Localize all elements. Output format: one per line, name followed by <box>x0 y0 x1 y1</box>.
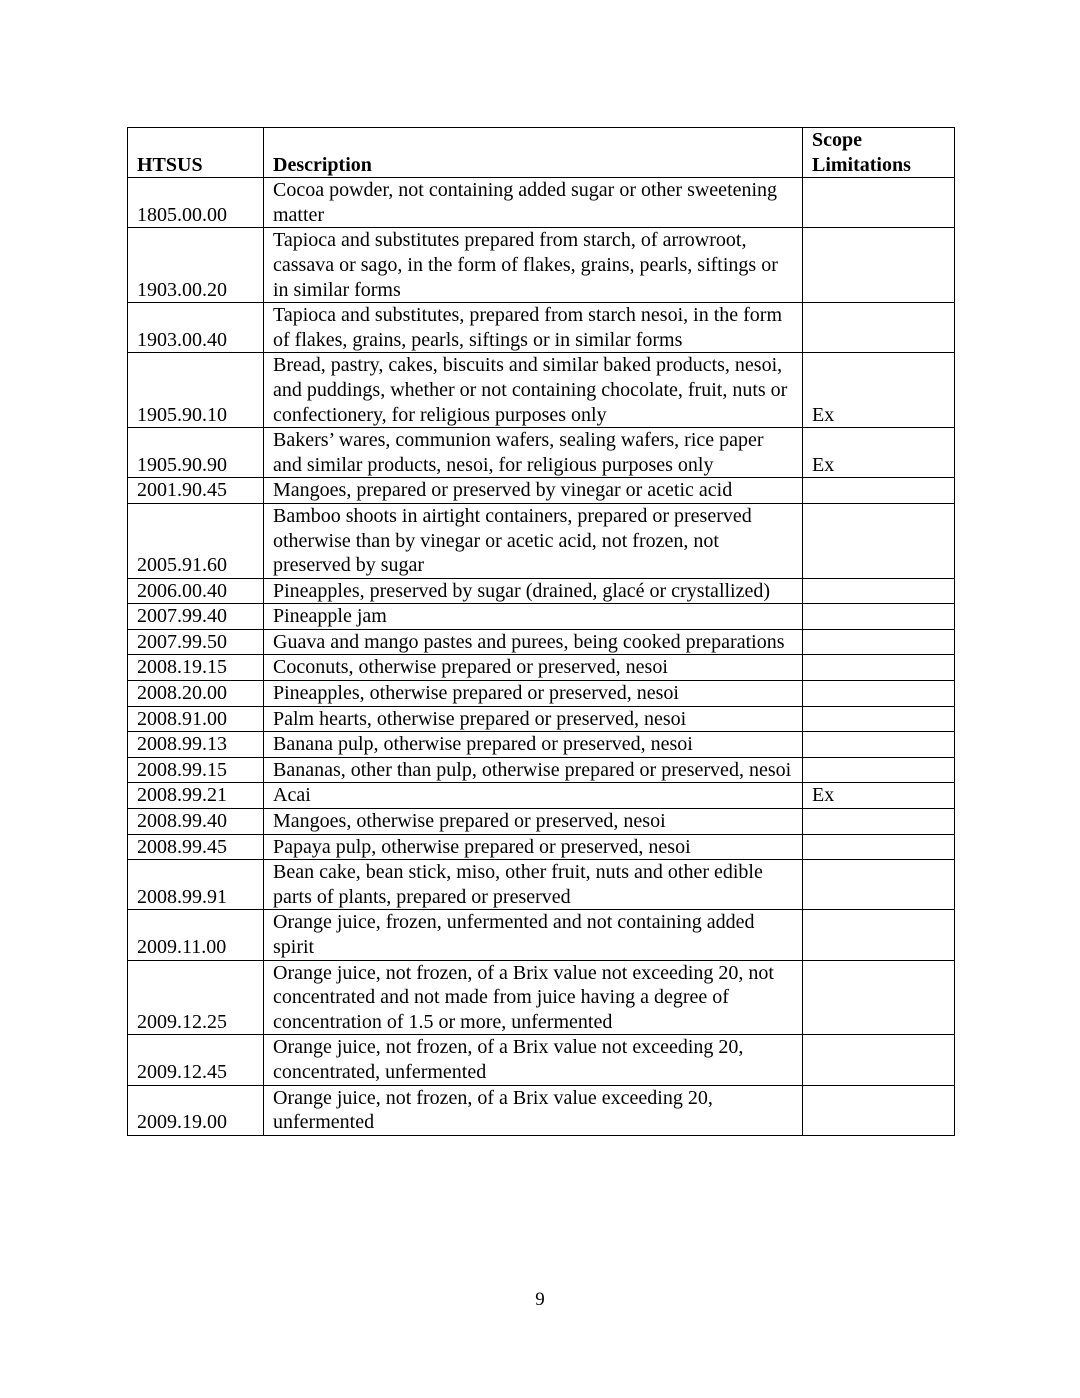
table-row <box>128 757 955 783</box>
scope-limitations-cell <box>803 910 955 960</box>
scope-limitations-cell <box>803 655 955 681</box>
scope-limitations-cell <box>803 1035 955 1085</box>
table-row <box>128 834 955 860</box>
scope-limitations-cell <box>803 1085 955 1135</box>
description-cell: Orange juice, not frozen, of a Brix value not exceeding 20, not concentrated and not made from juice having a degree of concentration of 1.5 or more, unfermented <box>264 960 803 1035</box>
description-cell: Acai <box>264 783 803 809</box>
description-cell: Tapioca and substitutes, prepared from starch nesoi, in the form of flakes, grains, pearls, siftings or in similar forms <box>264 303 803 353</box>
htsus-code-cell: 1905.90.90 <box>128 428 264 478</box>
table-row <box>128 910 955 960</box>
htsus-code-cell: 2009.19.00 <box>128 1085 264 1135</box>
description-cell: Guava and mango pastes and purees, being cooked preparations <box>264 629 803 655</box>
table-row <box>128 706 955 732</box>
htsus-code-cell: 2009.11.00 <box>128 910 264 960</box>
scope-limitations-cell <box>803 578 955 604</box>
description-cell: Bean cake, bean stick, miso, other fruit, nuts and other edible parts of plants, prepared or preserved <box>264 860 803 910</box>
description-cell: Bread, pastry, cakes, biscuits and similar baked products, nesoi, and puddings, whether or not containing chocolate, fruit, nuts or confectionery, for religious purposes only <box>264 353 803 428</box>
scope-limitations-cell <box>803 303 955 353</box>
description-cell: Orange juice, not frozen, of a Brix value not exceeding 20, concentrated, unfermented <box>264 1035 803 1085</box>
description-cell: Bamboo shoots in airtight containers, prepared or preserved otherwise than by vinegar or acetic acid, not frozen, not preserved by sugar <box>264 503 803 578</box>
htsus-code-cell: 1903.00.20 <box>128 228 264 303</box>
htsus-code-cell: 1903.00.40 <box>128 303 264 353</box>
description-cell: Coconuts, otherwise prepared or preserved, nesoi <box>264 655 803 681</box>
description-cell: Orange juice, not frozen, of a Brix value exceeding 20, unfermented <box>264 1085 803 1135</box>
table-row <box>128 228 955 303</box>
table-row <box>128 353 955 428</box>
htsus-code-cell: 2007.99.40 <box>128 604 264 630</box>
htsus-code-cell: 2008.99.15 <box>128 757 264 783</box>
htsus-code-cell: 1805.00.00 <box>128 178 264 228</box>
htsus-code-cell: 2008.99.45 <box>128 834 264 860</box>
header-row <box>128 128 955 178</box>
scope-limitations-cell <box>803 228 955 303</box>
scope-limitations-cell <box>803 706 955 732</box>
htsus-code-cell: 2008.99.91 <box>128 860 264 910</box>
scope-limitations-cell <box>803 629 955 655</box>
table-row <box>128 681 955 707</box>
description-cell: Tapioca and substitutes prepared from starch, of arrowroot, cassava or sago, in the form of flakes, grains, pearls, siftings or in similar forms <box>264 228 803 303</box>
scope-limitations-cell <box>803 503 955 578</box>
table-row <box>128 303 955 353</box>
table-row <box>128 428 955 478</box>
htsus-code-cell: 2007.99.50 <box>128 629 264 655</box>
header-htsus: HTSUS <box>128 128 264 178</box>
description-cell: Cocoa powder, not containing added sugar or other sweetening matter <box>264 178 803 228</box>
scope-limitations-cell: Ex <box>803 783 955 809</box>
description-cell: Papaya pulp, otherwise prepared or preserved, nesoi <box>264 834 803 860</box>
scope-limitations-cell <box>803 732 955 758</box>
scope-limitations-cell <box>803 478 955 504</box>
table-row <box>128 1085 955 1135</box>
table-row <box>128 655 955 681</box>
htsus-code-cell: 2008.99.40 <box>128 809 264 835</box>
header-description: Description <box>264 128 803 178</box>
scope-limitations-cell <box>803 860 955 910</box>
scope-limitations-cell <box>803 960 955 1035</box>
scope-limitations-cell <box>803 681 955 707</box>
table-row <box>128 809 955 835</box>
table-row <box>128 478 955 504</box>
description-cell: Pineapple jam <box>264 604 803 630</box>
table-row <box>128 960 955 1035</box>
page-number: 9 <box>535 1289 545 1310</box>
table-row <box>128 629 955 655</box>
scope-limitations-cell <box>803 178 955 228</box>
table-row <box>128 1035 955 1085</box>
tariff-table <box>127 127 955 1136</box>
description-cell: Bananas, other than pulp, otherwise prepared or preserved, nesoi <box>264 757 803 783</box>
table-row <box>128 860 955 910</box>
htsus-code-cell: 2008.99.13 <box>128 732 264 758</box>
htsus-code-cell: 1905.90.10 <box>128 353 264 428</box>
table-body <box>128 178 955 1136</box>
description-cell: Pineapples, otherwise prepared or preserved, nesoi <box>264 681 803 707</box>
header-scope-limitations <box>803 128 955 178</box>
htsus-code-cell: 2005.91.60 <box>128 503 264 578</box>
htsus-code-cell: 2001.90.45 <box>128 478 264 504</box>
header-scope-line1: Scope <box>812 129 862 151</box>
htsus-code-cell: 2008.91.00 <box>128 706 264 732</box>
htsus-code-cell: 2006.00.40 <box>128 578 264 604</box>
description-cell: Mangoes, otherwise prepared or preserved, nesoi <box>264 809 803 835</box>
description-cell: Palm hearts, otherwise prepared or preserved, nesoi <box>264 706 803 732</box>
table-row <box>128 783 955 809</box>
table-row <box>128 578 955 604</box>
htsus-code-cell: 2008.99.21 <box>128 783 264 809</box>
table-row <box>128 732 955 758</box>
table-row <box>128 604 955 630</box>
header-scope-line2: Limitations <box>812 153 911 176</box>
scope-limitations-cell <box>803 604 955 630</box>
description-cell: Mangoes, prepared or preserved by vinegar or acetic acid <box>264 478 803 504</box>
scope-limitations-cell <box>803 809 955 835</box>
scope-limitations-cell <box>803 757 955 783</box>
scope-limitations-cell: Ex <box>803 353 955 428</box>
description-cell: Pineapples, preserved by sugar (drained, glacé or crystallized) <box>264 578 803 604</box>
table-row <box>128 503 955 578</box>
htsus-code-cell: 2008.20.00 <box>128 681 264 707</box>
htsus-code-cell: 2009.12.25 <box>128 960 264 1035</box>
htsus-code-cell: 2009.12.45 <box>128 1035 264 1085</box>
description-cell: Orange juice, frozen, unfermented and not containing added spirit <box>264 910 803 960</box>
htsus-code-cell: 2008.19.15 <box>128 655 264 681</box>
table-row <box>128 178 955 228</box>
scope-limitations-cell <box>803 834 955 860</box>
description-cell: Banana pulp, otherwise prepared or preserved, nesoi <box>264 732 803 758</box>
description-cell: Bakers’ wares, communion wafers, sealing wafers, rice paper and similar products, nesoi, for religious purposes only <box>264 428 803 478</box>
scope-limitations-cell: Ex <box>803 428 955 478</box>
